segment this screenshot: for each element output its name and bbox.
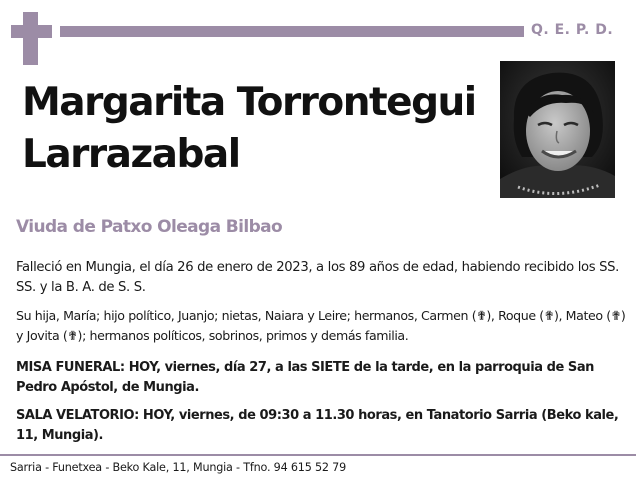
name-line-2: Larrazabal — [22, 132, 240, 177]
death-notice: Falleció en Mungia, el día 26 de enero de 2023, a los 89 años de edad, habiendo recibido los SS. SS. y la B. A. de S. S. — [16, 260, 619, 295]
qepd-label: Q. E. P. D. — [531, 22, 614, 38]
cross-icon — [23, 12, 38, 65]
header-rule — [60, 26, 524, 37]
name-line-1: Margarita Torrontegui — [22, 80, 476, 125]
family-list: Su hija, María; hijo político, Juanjo; nietas, Naiara y Leire; hermanos, Carmen (✟), Roque (✟), Mateo (✟) y Jovita (✟); hermanos políticos, sobrinos, primos y demás familia. — [16, 308, 626, 343]
deceased-name — [22, 77, 492, 181]
wake-room: SALA VELATORIO: HOY, viernes, de 09:30 a 11.30 horas, en Tanatorio Sarria (Beko kale, 11, Mungia). — [16, 408, 619, 443]
widow-subtitle: Viuda de Patxo Oleaga Bilbao — [16, 217, 283, 237]
portrait-illustration — [500, 61, 615, 198]
funeral-mass: MISA FUNERAL: HOY, viernes, día 27, a las SIETE de la tarde, en la parroquia de San Pedro Apóstol, de Mungia. — [16, 360, 594, 395]
funeral-home-footer: Sarria - Funetxea - Beko Kale, 11, Mungia - Tfno. 94 615 52 79 — [10, 461, 346, 474]
portrait-photo — [500, 61, 615, 198]
footer-rule — [0, 454, 636, 456]
cross-icon-bar — [11, 25, 52, 38]
